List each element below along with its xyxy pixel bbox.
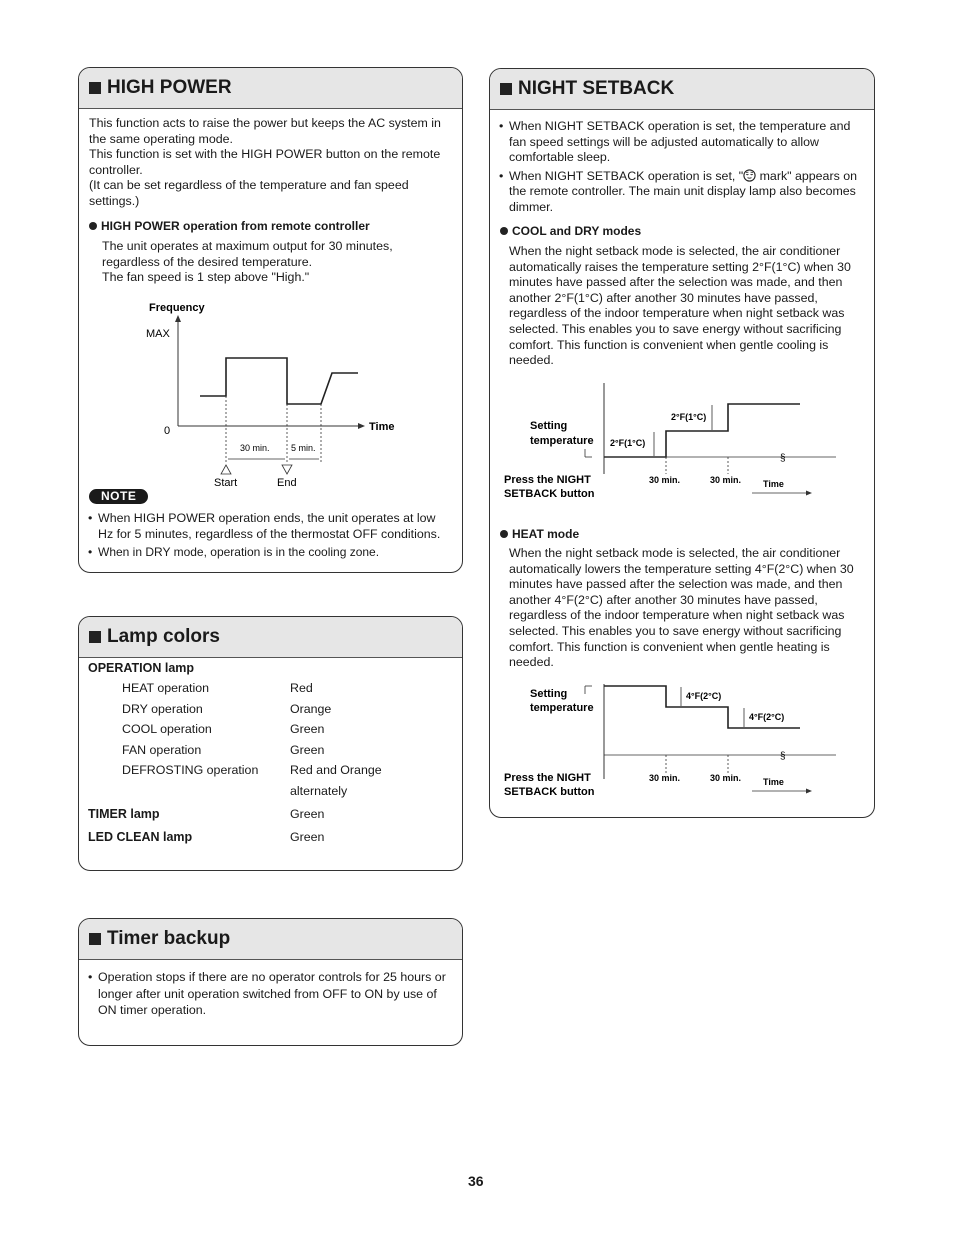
setting-temperature-label: temperature (530, 435, 594, 447)
cool-line: automatically raises the temperature setting 2°F(1°C) when 30 (509, 259, 851, 274)
night-setback-header (490, 69, 874, 110)
night-bullets (499, 119, 857, 216)
timer-lamp-label: TIMER lamp (88, 807, 160, 821)
square-bullet-icon (500, 83, 512, 95)
x-axis-arrow (358, 423, 365, 429)
interval2-label: 30 min. (710, 475, 742, 485)
cool-line: needed. (509, 353, 554, 368)
timer-line: ON timer operation. (98, 1003, 207, 1018)
defrost-cont: alternately (290, 784, 348, 798)
square-bullet-icon (89, 82, 101, 94)
lamp-row-label: COOL operation (122, 722, 212, 736)
interval2-label: 30 min. (710, 773, 742, 783)
timer-backup-header (79, 919, 462, 960)
high-power-subheading (89, 219, 370, 235)
intro-line: This function is set with the HIGH POWER button on the remote (89, 147, 441, 162)
bullet-dot-icon (500, 227, 508, 235)
lamp-row-value: Green (290, 722, 325, 736)
bullet-line (509, 169, 857, 185)
start-triangle-icon (221, 465, 231, 474)
high-power-section (78, 67, 463, 573)
high-power-title: HIGH POWER (107, 77, 232, 98)
lamp-row-label: DRY operation (122, 701, 203, 716)
setting-temperature-label: Setting (530, 420, 568, 432)
high-power-header (79, 68, 462, 109)
heat-line: regardless of the indoor temperature when night setback was (509, 608, 845, 623)
press-button-label: SETBACK button (504, 786, 595, 798)
end-triangle-icon (282, 465, 292, 474)
timer-backup-title: Timer backup (107, 928, 231, 949)
note-line: Hz for 5 minutes, regardless of the thermostat OFF conditions. (98, 526, 441, 541)
intro-line: This function acts to raise the power but keeps the AC system in (89, 116, 441, 130)
chart-ymax-label: MAX (146, 328, 170, 340)
lamp-colors-section (78, 616, 463, 871)
night-bullet-2: • When NIGHT SETBACK operation is set, " mark" appears on the remote controller. The main unit display lamp also becomes dimmer. (499, 168, 857, 214)
high-power-desc (102, 239, 393, 286)
heat-mode-heading (500, 527, 579, 543)
bullet-line: the remote controller. The main unit display lamp also becomes (509, 184, 856, 199)
square-bullet-icon (89, 933, 101, 945)
desc-line: The unit operates at maximum output for 30 minutes, (102, 239, 393, 253)
heat-mode-chart (490, 674, 874, 804)
heat-mode-text (509, 546, 854, 671)
bullet-line: When NIGHT SETBACK operation is set, the temperature and (509, 119, 851, 133)
cool-heading-text: COOL and DRY modes (512, 224, 642, 238)
subheading-text: HIGH POWER operation from remote controller (101, 219, 370, 233)
heat-line: minutes have passed after the selection was made, and then (509, 577, 843, 592)
chart-ylabel: Frequency (149, 302, 205, 314)
step1-label: 4°F(2°C) (686, 691, 722, 701)
cool-line: another 2°F(1°C) after another 30 minutes have passed, (509, 290, 818, 305)
intro-line: the same operating mode. (89, 131, 233, 146)
step1-label: 2°F(1°C) (610, 438, 646, 448)
y-axis-arrow (175, 315, 181, 322)
led-clean-lamp-value: Green (290, 830, 325, 844)
high-power-chart (79, 293, 462, 498)
operation-lamp-heading: OPERATION lamp (88, 661, 195, 675)
heat-line: When the night setback mode is selected, the air conditioner (509, 546, 841, 560)
note-label: NOTE (89, 489, 148, 504)
cool-line: regardless of the indoor temperature when night setback was (509, 306, 845, 321)
step2-label: 4°F(2°C) (749, 712, 785, 722)
time-label: Time (763, 777, 784, 787)
square-bullet-icon (89, 631, 101, 643)
chart-xlabel: Time (369, 421, 395, 433)
cool-line: When the night setback mode is selected, the air conditioner (509, 244, 841, 258)
intro-line: controller. (89, 162, 143, 177)
interval1-label: 30 min. (649, 475, 681, 485)
heat-line: comfort. This function is convenient when gentle heating is (509, 639, 830, 654)
end-label: End (277, 477, 297, 489)
lamp-row-label: DEFROSTING operation (122, 763, 259, 777)
timer-backup-text: • Operation stops if there are no operator controls for 25 hours or longer after unit operation switched from OFF to ON by use of ON timer operation. (88, 970, 446, 1018)
cool-line: minutes have passed after the selection was made, and then (509, 275, 843, 290)
bullet-line: comfortable sleep. (509, 150, 611, 165)
page-number: 36 (468, 1173, 484, 1189)
heat-line: another 4°F(2°C) after another 30 minutes have passed, (509, 592, 818, 607)
note-item: • When HIGH POWER operation ends, the unit operates at low Hz for 5 minutes, regardless of the thermostat OFF conditions. (88, 511, 441, 541)
heat-line: automatically lowers the temperature setting 4°F(2°C) when 30 (509, 561, 854, 576)
chart-frequency-line (200, 358, 358, 404)
timer-line: longer after unit operation switched from OFF to ON by use of (98, 986, 437, 1001)
bullet-dot-icon (89, 222, 97, 230)
intro-line: (It can be set regardless of the temperature and fan speed (89, 178, 409, 193)
setting-temperature-label: temperature (530, 702, 594, 714)
night-setback-section (489, 68, 875, 818)
interval1-label: 30 min. (649, 773, 681, 783)
high-power-notes (88, 511, 440, 561)
timer-line: Operation stops if there are no operator controls for 25 hours or (98, 970, 446, 984)
timer-lamp-value: Green (290, 807, 325, 821)
lamp-row-value: Red (290, 681, 313, 695)
timer-backup-section (78, 918, 463, 1046)
break-mark-icon: § (780, 751, 786, 762)
led-clean-lamp-label: LED CLEAN lamp (88, 830, 193, 844)
note-line: When HIGH POWER operation ends, the unit operates at low (98, 511, 436, 525)
setting-temperature-label: Setting (530, 688, 568, 700)
high-power-intro (89, 116, 441, 210)
time-arrow-head (806, 789, 812, 794)
bullet-dot-icon (500, 530, 508, 538)
bullet2-post: mark" appears on (756, 168, 857, 183)
chart-yzero-label: 0 (164, 425, 171, 437)
note-line: When in DRY mode, operation is in the cooling zone. (98, 545, 380, 560)
desc-line: regardless of the desired temperature. (102, 254, 313, 269)
lamp-row-label: FAN operation (122, 742, 202, 757)
night-bullet-1: • When NIGHT SETBACK operation is set, the temperature and fan speed settings will be adjusted automatically to allow comfortable sleep. (499, 119, 851, 165)
press-button-label: Press the NIGHT (504, 772, 591, 784)
cool-line: selected. This enables you to save energy without sacrificing (509, 321, 842, 336)
bullet-line: dimmer. (509, 199, 554, 214)
note-item: • When in DRY mode, operation is in the cooling zone. (88, 545, 380, 560)
lamp-row-value: Red and Orange (290, 763, 382, 777)
cool-line: comfort. This function is convenient when gentle cooling is (509, 337, 829, 352)
interval1-label: 30 min. (240, 443, 270, 453)
press-button-label: Press the NIGHT (504, 474, 591, 486)
desc-line: The fan speed is 1 step above "High." (102, 270, 310, 285)
heat-heading-text: HEAT mode (512, 527, 580, 541)
break-mark-icon: § (780, 453, 786, 464)
lamp-colors-header (79, 617, 462, 658)
lamp-row-label: HEAT operation (122, 681, 210, 695)
heat-line: selected. This enables you to save energy without sacrificing (509, 623, 842, 638)
start-label: Start (214, 477, 238, 489)
night-setback-title: NIGHT SETBACK (518, 78, 675, 99)
lamp-row-value: Orange (290, 701, 332, 716)
cool-dry-heading (500, 224, 641, 240)
bullet2-pre: When NIGHT SETBACK operation is set, " (509, 168, 744, 183)
time-label: Time (763, 479, 784, 489)
sleep-face-icon (743, 169, 756, 182)
press-button-label: SETBACK button (504, 488, 595, 500)
heat-line: needed. (509, 655, 554, 670)
cool-dry-text (509, 244, 851, 369)
step2-label: 2°F(1°C) (671, 412, 707, 422)
interval2-label: 5 min. (291, 443, 316, 453)
time-arrow-head (806, 491, 812, 496)
bullet-line: fan speed settings will be adjusted automatically to allow (509, 134, 819, 149)
cool-dry-chart (490, 369, 874, 504)
intro-line: settings.) (89, 193, 140, 208)
lamp-colors-title: Lamp colors (107, 626, 220, 647)
lamp-row-value: Green (290, 742, 325, 757)
